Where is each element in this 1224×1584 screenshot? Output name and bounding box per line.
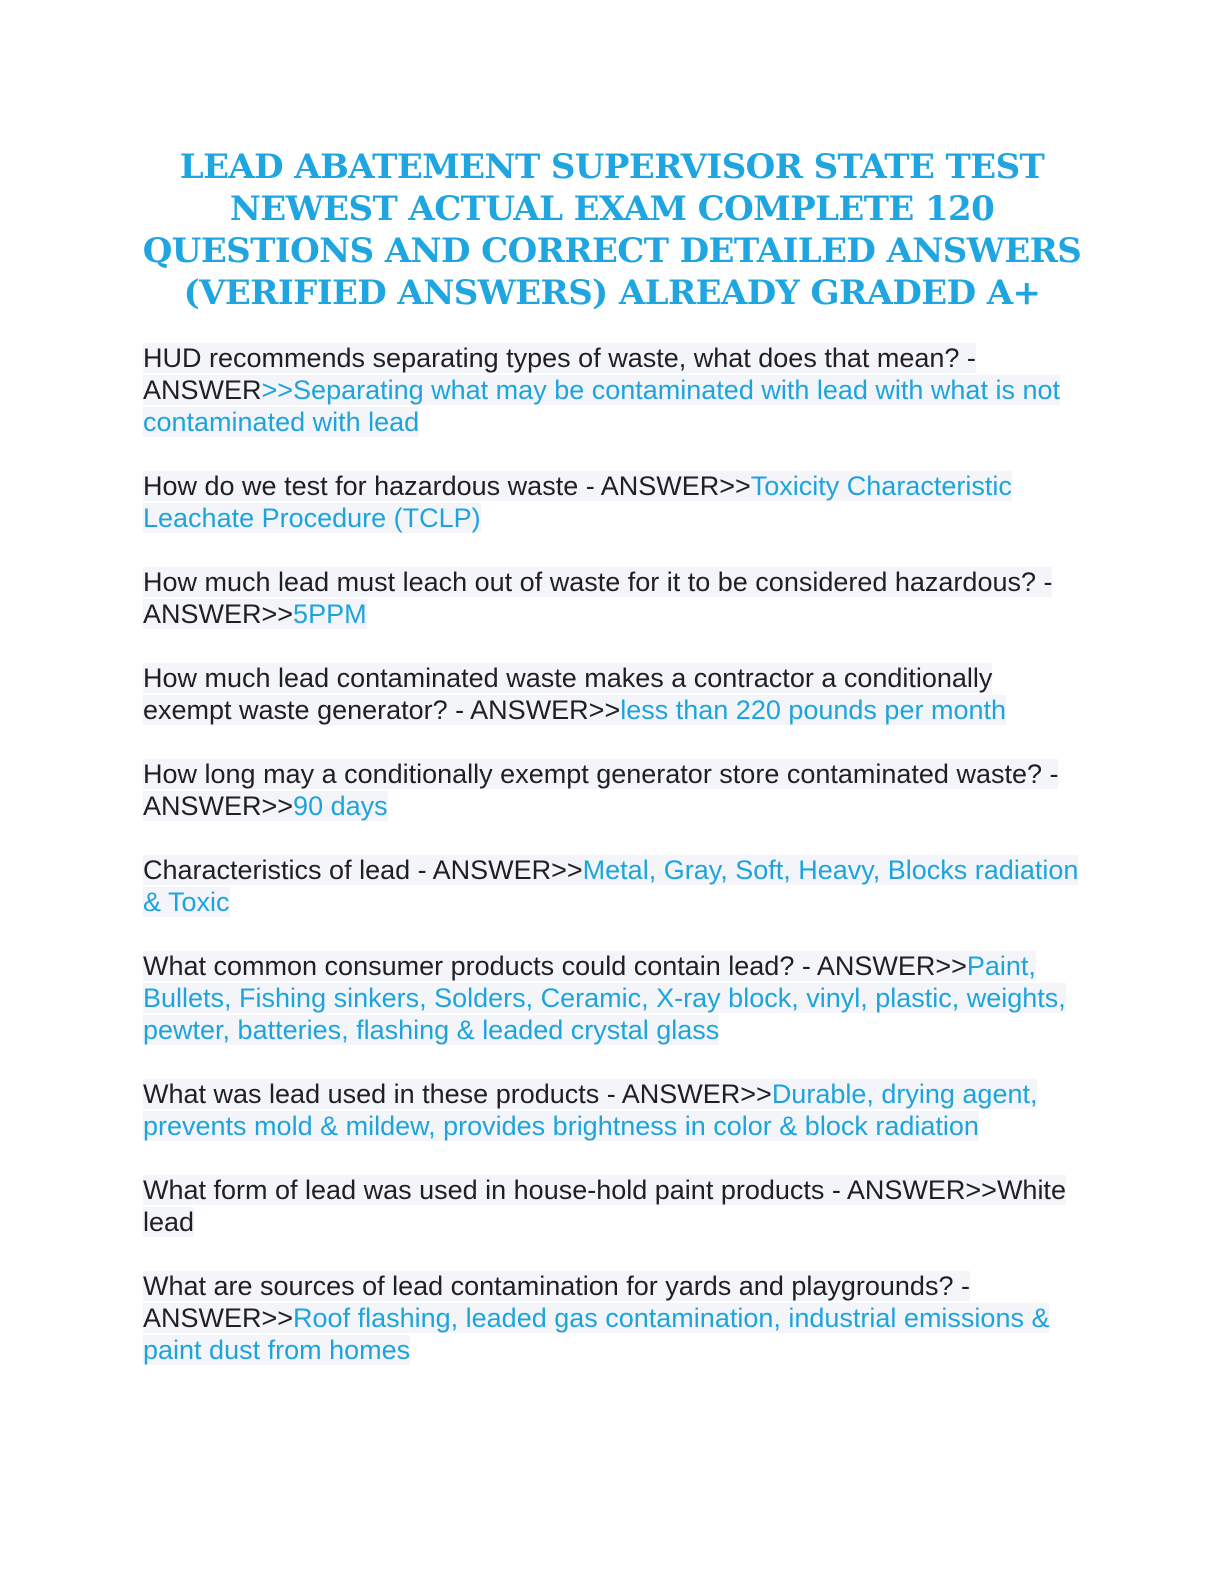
answer-text: less than 220 pounds per month: [620, 695, 1006, 725]
answer-text: Metal, Gray, Soft, Heavy, Blocks radiation & Toxic: [143, 855, 1079, 917]
title-line: (VERIFIED ANSWERS) ALREADY GRADED A+: [183, 273, 1041, 313]
title-line: LEAD ABATEMENT SUPERVISOR STATE TEST: [179, 147, 1045, 187]
qa-item: [143, 1078, 1083, 1142]
answer-text: >>Separating what may be contaminated with lead with what is not contaminated with lead: [143, 375, 1060, 437]
question-text: What form of lead was used in house-hold paint products - ANSWER>>: [143, 1175, 997, 1205]
qa-item: [143, 566, 1083, 630]
title-line: QUESTIONS AND CORRECT DETAILED ANSWERS: [142, 231, 1082, 271]
title-line: NEWEST ACTUAL EXAM COMPLETE 120: [229, 189, 995, 229]
qa-item: [143, 662, 1083, 726]
question-text: What are sources of lead contamination for yards and playgrounds? - ANSWER>>: [143, 1271, 970, 1333]
answer-text: Durable, drying agent, prevents mold & mildew, provides brightness in color & block radiation: [143, 1079, 1038, 1141]
qa-item: [143, 342, 1083, 438]
answer-text: Paint, Bullets, Fishing sinkers, Solders, Ceramic, X-ray block, vinyl, plastic, weights, pewter, batteries, flashing & leaded crystal glass: [143, 951, 1066, 1045]
qa-list: [143, 342, 1083, 1398]
question-text: How long may a conditionally exempt generator store contaminated waste? - ANSWER>>: [143, 759, 1059, 821]
question-text: How much lead must leach out of waste for it to be considered hazardous? - ANSWER>>: [143, 567, 1053, 629]
question-text: HUD recommends separating types of waste, what does that mean? - ANSWER: [143, 343, 976, 405]
question-text: What was lead used in these products - ANSWER>>: [143, 1079, 772, 1109]
qa-item: [143, 854, 1083, 918]
question-text: Characteristics of lead - ANSWER>>: [143, 855, 583, 885]
qa-item: [143, 470, 1083, 534]
qa-item: [143, 1270, 1083, 1366]
question-text: What common consumer products could contain lead? - ANSWER>>: [143, 951, 967, 981]
qa-item: [143, 950, 1083, 1046]
document-title: [130, 146, 1094, 314]
answer-text: Toxicity Characteristic Leachate Procedure (TCLP): [143, 471, 1012, 533]
answer-text: Roof flashing, leaded gas contamination, industrial emissions & paint dust from homes: [143, 1303, 1050, 1365]
question-text: How much lead contaminated waste makes a contractor a conditionally exempt waste generator? - ANSWER>>: [143, 663, 993, 725]
question-text: How do we test for hazardous waste - ANSWER>>: [143, 471, 751, 501]
answer-text: 5PPM: [293, 599, 367, 629]
qa-item: [143, 758, 1083, 822]
qa-item: [143, 1174, 1083, 1238]
answer-text: 90 days: [293, 791, 388, 821]
answer-text: White lead: [143, 1175, 1066, 1237]
